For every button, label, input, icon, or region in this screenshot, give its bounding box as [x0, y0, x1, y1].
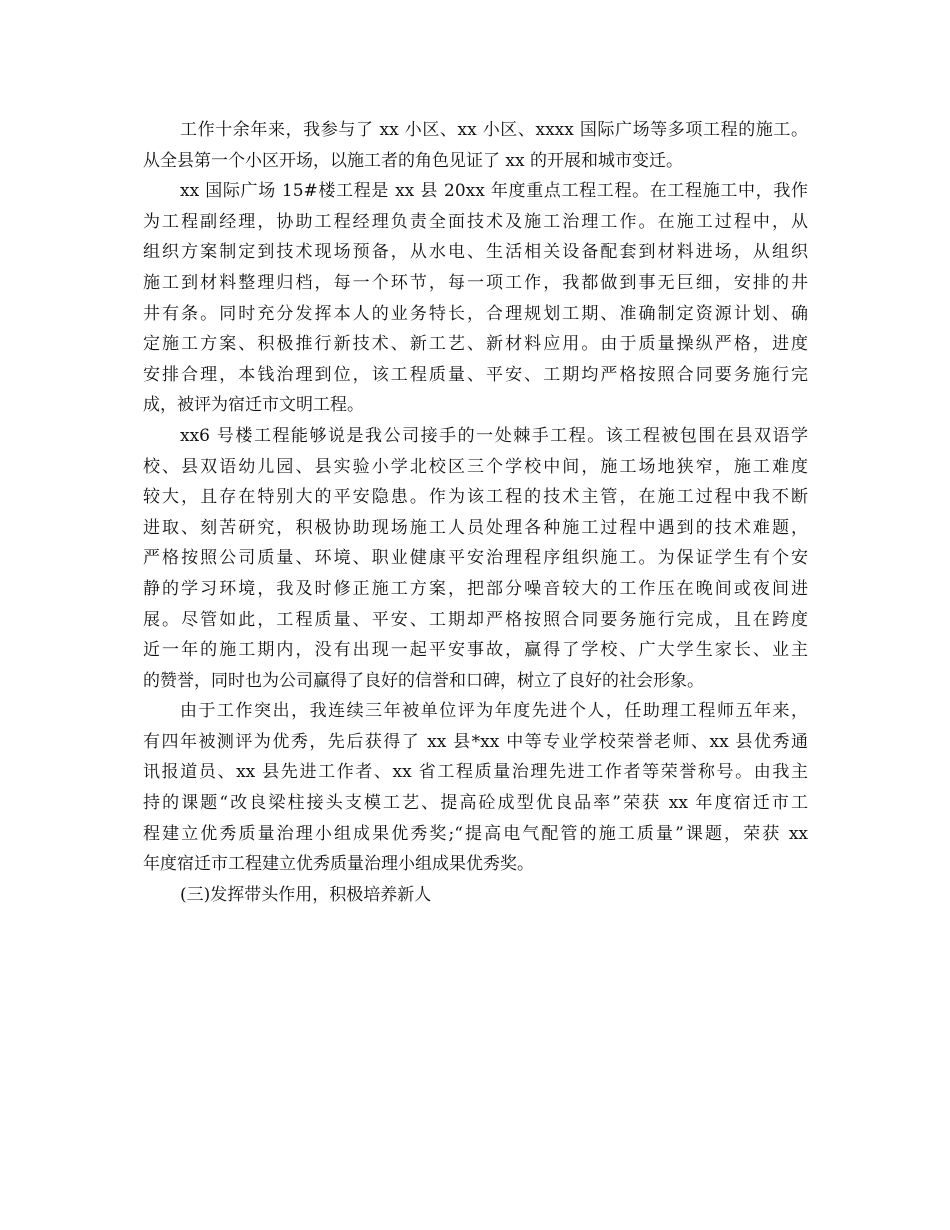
paragraph-line: 工作十余年来，我参与了 xx 小区、xx 小区、xxxx 国际广场等多项工程的施工。 [180, 120, 808, 140]
paragraph-line: 定施工方案、积极推行新技术、新工艺、新材料应用。由于质量操纵严格，进度 [143, 334, 808, 355]
paragraph-line: 进取、刻苦研究，积极协助现场施工人员处理各种施工过程中遇到的技术难题， [143, 517, 808, 538]
section-heading [143, 880, 808, 911]
paragraph-line: 成，被评为宿迁市文明工程。 [143, 395, 364, 416]
paragraph-line: 静的学习环境，我及时修正施工方案，把部分噪音较大的工作压在晚间或夜间进 [143, 578, 808, 599]
paragraph-line: 组织方案制定到技术现场预备，从水电、生活相关设备配套到材料进场，从组织 [143, 242, 808, 263]
paragraph-line: 近一年的施工期内，没有出现一起平安事故，赢得了学校、广大学生家长、业主 [143, 640, 808, 661]
paragraph-line: 展。尽管如此，工程质量、平安、工期却严格按照合同要务施行完成，且在跨度 [143, 609, 808, 630]
paragraph-1 [143, 115, 808, 176]
document-body [143, 115, 808, 910]
paragraph-line: 为工程副经理，协助工程经理负责全面技术及施工治理工作。在施工过程中，从 [143, 211, 808, 232]
paragraph-line: 有四年被测评为优秀，先后获得了 xx 县*xx 中等专业学校荣誉老师、xx 县优秀通 [143, 731, 808, 752]
paragraph-4 [143, 696, 808, 880]
paragraph-line: 安排合理，本钱治理到位，该工程质量、平安、工期均严格按照合同要务施行完 [143, 364, 808, 385]
paragraph-line: xx 国际广场 15#楼工程是 xx 县 20xx 年度重点工程工程。在工程施工中，我作 [180, 181, 808, 202]
paragraph-line: xx6 号楼工程能够说是我公司接手的一处棘手工程。该工程被包围在县双语学 [180, 425, 808, 446]
paragraph-3 [143, 421, 808, 696]
paragraph-line: 井有条。同时充分发挥本人的业务特长，合理规划工期、准确制定资源计划、确 [143, 303, 808, 324]
paragraph-line: 由于工作突出，我连续三年被单位评为年度先进个人，任助理工程师五年来， [180, 701, 808, 722]
paragraph-line: 从全县第一个小区开场，以施工者的角色见证了 xx 的开展和城市变迁。 [143, 150, 683, 171]
paragraph-line: 较大，且存在特别大的平安隐患。作为该工程的技术主管，在施工过程中我不断 [143, 487, 808, 508]
paragraph-line: 讯报道员、xx 县先进工作者、xx 省工程质量治理先进工作者等荣誉称号。由我主 [143, 762, 808, 783]
paragraph-line: 校、县双语幼儿园、县实验小学北校区三个学校中间，施工场地狭窄，施工难度 [143, 456, 808, 477]
paragraph-line: 程建立优秀质量治理小组成果优秀奖;“提高电气配管的施工质量”课题，荣获 xx [143, 823, 808, 844]
paragraph-line: 的赞誉，同时也为公司赢得了良好的信誉和口碑，树立了良好的社会形象。 [143, 670, 704, 691]
paragraph-line: 施工到材料整理归档，每一个环节，每一项工作，我都做到事无巨细，安排的井 [143, 272, 808, 293]
paragraph-2 [143, 176, 808, 421]
section-heading-text: (三)发挥带头作用，积极培养新人 [180, 884, 432, 905]
paragraph-line: 持的课题“改良梁柱接头支模工艺、提高砼成型优良品率”荣获 xx 年度宿迁市工 [143, 793, 808, 814]
paragraph-line: 年度宿迁市工程建立优秀质量治理小组成果优秀奖。 [143, 854, 534, 875]
paragraph-line: 严格按照公司质量、环境、职业健康平安治理程序组织施工。为保证学生有个安 [143, 548, 808, 569]
